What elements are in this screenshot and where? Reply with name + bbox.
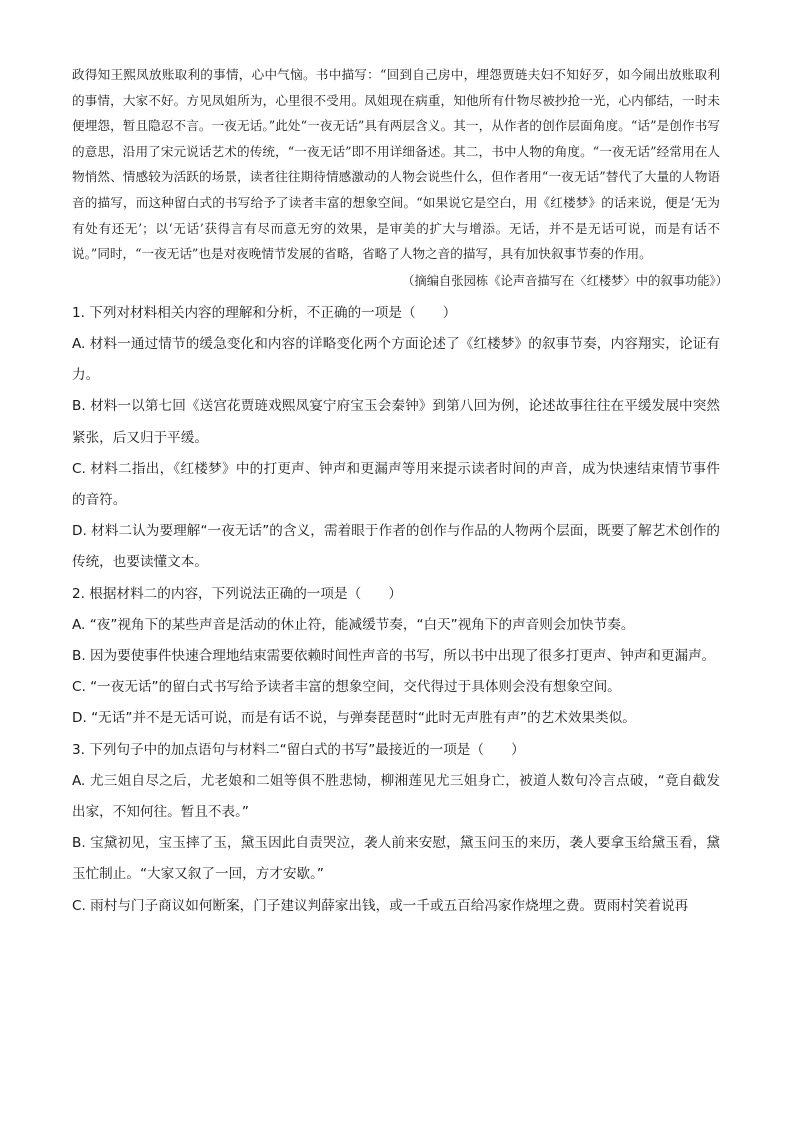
question-1 — [72, 298, 720, 579]
option-a: A. 材料一通过情节的缓急变化和内容的详略变化两个方面论述了《红楼梦》的叙事节奏，内容翔实，论证有力。 — [72, 335, 720, 384]
option-a: A. “夜”视角下的某些声音是活动的休止符，能减缓节奏，“白天”视角下的声音则会加快节奏。 — [72, 616, 635, 633]
option-d: D. “无话”并不是无话可说，而是有话不说，与弹奏琵琶时“此时无声胜有声”的艺术效果类似。 — [72, 710, 636, 727]
question-3 — [72, 735, 720, 922]
option-b: B. 宝黛初见，宝玉摔了玉，黛玉因此自责哭泣，袭人前来安慰，黛玉问玉的来历，袭人要拿玉给黛玉看，黛玉忙制止。“大家又叙了一回，方才安歇。” — [72, 835, 720, 883]
document-page — [72, 62, 728, 922]
source-citation: （摘编自张园栋《论声音描写在〈红楼梦〉中的叙事功能》） — [402, 273, 728, 288]
option-c: C. “一夜无话”的留白式书写给予读者丰富的想象空间，交代得过于具体则会没有想象空间。 — [72, 679, 621, 696]
question-2 — [72, 579, 720, 735]
question-stem: 1. 下列对材料相关内容的理解和分析，不正确的一项是（ ） — [72, 304, 457, 321]
option-a: A. 尤三姐自尽之后，尤老娘和二姐等俱不胜悲恸，柳湘莲见尤三姐身亡，被道人数句冷言点破，“竟自截发出家，不知何往。暂且不表。” — [72, 772, 720, 820]
option-b: B. 因为要使事件快速合理地结束需要依赖时间性声音的书写，所以书中出现了很多打更声、钟声和更漏声。 — [72, 647, 716, 664]
option-c: C. 材料二指出，《红楼梦》中的打更声、钟声和更漏声等用来提示读者时间的声音，成为快速结束情节事件的音符。 — [72, 460, 720, 508]
option-b: B. 材料一以第七回《送宫花贾琏戏熙凤宴宁府宝玉会秦钟》到第八回为例，论述故事往往在平缓发展中突然紧张，后又归于平缓。 — [72, 398, 720, 446]
question-stem: 2. 根据材料二的内容，下列说法正确的一项是（ ） — [72, 585, 402, 602]
passage-text: 政得知王熙凤放账取利的事情，心中气恼。书中描写：“回到自己房中，埋怨贾琏夫妇不知好歹，如今闹出放账取利的事情，大家不好。方见凤姐所为，心里很不受用。凤姐现在病重，知他所有什物尽被抄抢一光，心内郁结，一时未便埋怨，暂且隐忍不言。一夜无话。”此处“一夜无话”具有两层含义。其一，从作者的创作层面角度。“话”是创作书写的意思，沿用了宋元说话艺术的传统，“一夜无话”即不用详细备述。其二，书中人物的角度。“一夜无话”经常用在人物悄然、情感较为活跃的场景，读者往往期待情感激动的人物会说些什么，但作者用“一夜无话”替代了大量的人物语音的描写，而这种留白式的书写给予了读者丰富的想象空间。“如果说它是空白，用《红楼梦》的话来说，便是‘无为有处有还无’；以‘无话’获得言有尽而意无穷的效果，是审美的扩大与增添。无话，并不是无话可说，而是有话不说。”同时，“一夜无话”也是对夜晚情节发展的省略，省略了人物之音的描写，具有加快叙事节奏的作用。 — [72, 67, 720, 262]
option-c: C. 雨村与门子商议如何断案，门子建议判薛家出钱，或一千或五百给冯家作烧埋之费。贾雨村笑着说再 — [72, 897, 689, 914]
option-d: D. 材料二认为要理解“一夜无话”的含义，需着眼于作者的创作与作品的人物两个层面，既要了解艺术创作的传统，也要读懂文本。 — [72, 523, 720, 571]
question-stem: 3. 下列句子中的加点语句与材料二“留白式的书写”最接近的一项是（ ） — [72, 741, 525, 758]
